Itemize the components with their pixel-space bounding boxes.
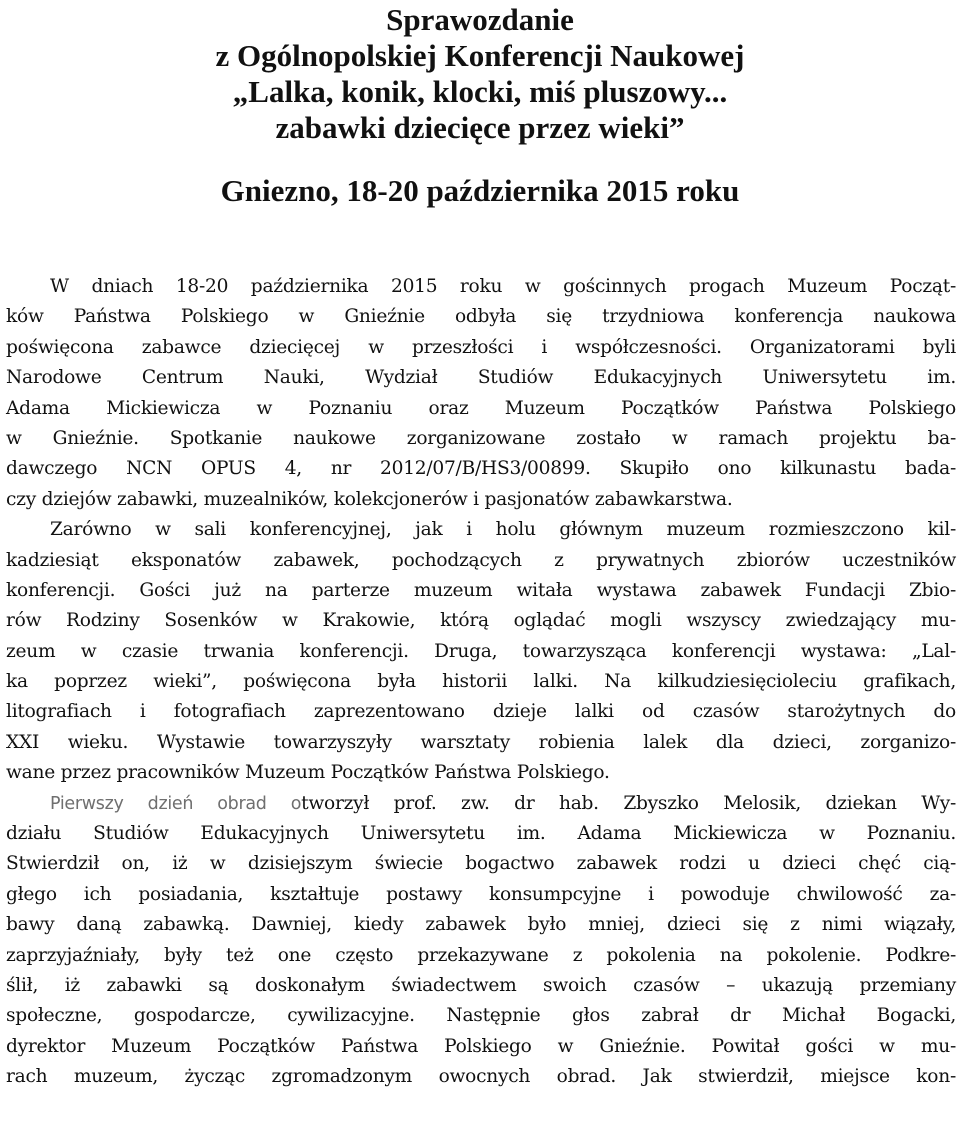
body-line: wane przez pracowników Muzeum Początków Państwa Polskiego. bbox=[6, 762, 610, 784]
body-line: dawczego NCN OPUS 4, nr 2012/07/B/HS3/00899. Skupiło ono kilkunastu bada- bbox=[6, 458, 956, 480]
body-line: dyrektor Muzeum Początków Państwa Polskiego w Gnieźnie. Powitał gości w mu- bbox=[6, 1035, 956, 1057]
body-line: ka poprzez wieki”, poświęcona była historii lalki. Na kilkudziesięcioleciu grafikach, bbox=[6, 671, 956, 693]
body-line-rest: tworzył prof. zw. dr hab. Zbyszko Melosik, dziekan Wy- bbox=[301, 792, 957, 814]
title-line: zabawki dziecięce przez wieki” bbox=[275, 110, 685, 145]
title-line: Sprawozdanie bbox=[386, 2, 574, 37]
body-line: rów Rodziny Sosenków w Krakowie, którą oglądać mogli wszyscy zwiedzający mu- bbox=[6, 610, 956, 632]
body-line: XXI wieku. Wystawie towarzyszyły warsztaty robienia lalek dla dzieci, zorganizo- bbox=[6, 731, 956, 753]
body-line: Narodowe Centrum Nauki, Wydział Studiów Edukacyjnych Uniwersytetu im. bbox=[6, 367, 956, 389]
body-line: zaprzyjaźniały, były też one często przekazywane z pokolenia na pokolenie. Podkre- bbox=[6, 944, 956, 966]
title-line: „Lalka, konik, klocki, miś pluszowy... bbox=[232, 74, 728, 109]
body-line: głego ich posiadania, kształtuje postawy konsumpcyjne i powoduje chwilowość za- bbox=[6, 883, 956, 905]
report-title bbox=[0, 2, 960, 146]
report-body bbox=[6, 272, 956, 1093]
body-line: konferencji. Gości już na parterze muzeum witała wystawa zabawek Fundacji Zbio- bbox=[6, 579, 956, 601]
body-line: działu Studiów Edukacyjnych Uniwersytetu im. Adama Mickiewicza w Poznaniu. bbox=[6, 823, 956, 845]
body-line: ślił, iż zabawki są doskonałym świadectwem swoich czasów – ukazują przemiany bbox=[6, 974, 956, 996]
body-line: poświęcona zabawce dziecięcej w przeszłości i współczesności. Organizatorami byli bbox=[6, 336, 956, 358]
body-line: społeczne, gospodarcze, cywilizacyjne. Następnie głos zabrał dr Michał Bogacki, bbox=[6, 1005, 956, 1027]
body-line bbox=[6, 789, 956, 819]
body-line: rach muzeum, życząc zgromadzonym owocnych obrad. Jak stwierdził, miejsce kon- bbox=[6, 1066, 956, 1088]
body-line: czy dziejów zabawki, muzealników, kolekcjonerów i pasjonatów zabawkarstwa. bbox=[6, 488, 733, 510]
body-line: w Gnieźnie. Spotkanie naukowe zorganizowane zostało w ramach projektu ba- bbox=[6, 427, 956, 449]
event-date-place: Gniezno, 18-20 października 2015 roku bbox=[220, 173, 740, 208]
body-line: W dniach 18-20 października 2015 roku w gościnnych progach Muzeum Począt- bbox=[50, 276, 956, 297]
body-line: litografiach i fotografiach zaprezentowano dzieje lalki od czasów starożytnych do bbox=[6, 701, 956, 723]
body-line: ków Państwa Polskiego w Gnieźnie odbyła się trzydniowa konferencja naukowa bbox=[6, 306, 956, 328]
body-line: Adama Mickiewicza w Poznaniu oraz Muzeum Początków Państwa Polskiego bbox=[6, 397, 956, 419]
body-line: zeum w czasie trwania konferencji. Druga, towarzysząca konferencji wystawa: „Lal- bbox=[6, 640, 956, 662]
body-line: kadziesiąt eksponatów zabawek, pochodzących z prywatnych zbiorów uczestników bbox=[6, 549, 956, 571]
faded-text: Pierwszy dzień obrad o bbox=[50, 793, 302, 814]
body-line: Zarówno w sali konferencyjnej, jak i holu głównym muzeum rozmieszczono kil- bbox=[50, 519, 956, 541]
body-line: bawy daną zabawką. Dawniej, kiedy zabawek było mniej, dzieci się z nimi wiązały, bbox=[6, 914, 956, 936]
title-line: z Ogólnopolskiej Konferencji Naukowej bbox=[215, 38, 745, 73]
body-line: Stwierdził on, iż w dzisiejszym świecie bogactwo zabawek rodzi u dzieci chęć cią- bbox=[6, 853, 956, 875]
